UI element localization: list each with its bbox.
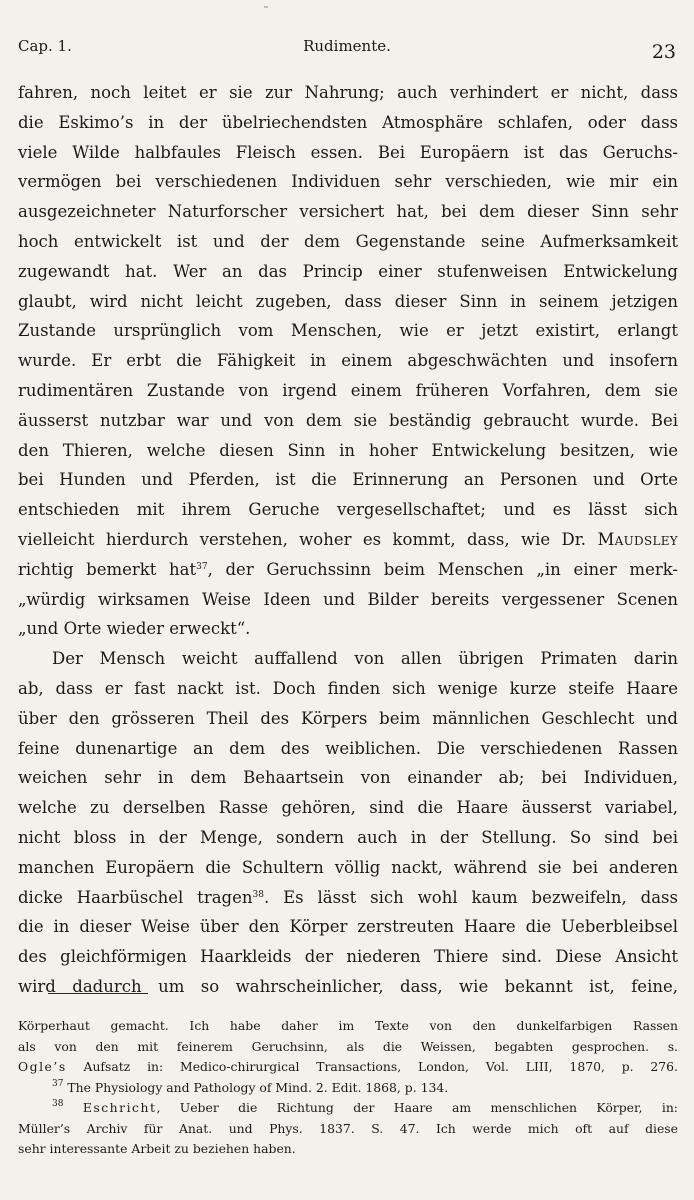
text-line: wurde. Er erbt die Fähigkeit in einem abgeschwächten und insofern bbox=[18, 351, 678, 371]
text-segment: , der Geruchssinn beim Menschen „in einer merk- bbox=[207, 559, 678, 579]
footnote-number: 37 bbox=[52, 1078, 64, 1089]
footnote-divider bbox=[48, 993, 148, 994]
footnote-38 bbox=[18, 1098, 678, 1119]
text-line: ab, dass er fast nackt ist. Doch finden sich wenige kurze steife Haare bbox=[18, 678, 678, 698]
text-line: glaubt, wird nicht leicht zugeben, dass dieser Sinn in seinem jetzigen bbox=[18, 291, 678, 311]
footnote-line: Müller’s Archiv für Anat. und Phys. 1837. S. 47. Ich werde mich oft auf diese bbox=[18, 1120, 678, 1136]
text-line: „und Orte wieder erweckt“. bbox=[18, 619, 251, 639]
text-line: feine dunenartige an dem des weiblichen. Die verschiedenen Rassen bbox=[18, 738, 678, 758]
footnotes bbox=[18, 1016, 678, 1160]
text-line: den Thieren, welche diesen Sinn in hoher Entwickelung besitzen, wie bbox=[18, 440, 678, 460]
text-line: „würdig wirksamen Weise Ideen und Bilder bereits vergessener Scenen bbox=[18, 589, 678, 609]
text-line: vermögen bei verschiedenen Individuen sehr verschieden, wie mir ein bbox=[18, 172, 678, 192]
text-line: welche zu derselben Rasse gehören, sind die Haare äusserst variabel, bbox=[18, 798, 678, 818]
text-line: rudimentären Zustande von irgend einem früheren Vorfahren, dem sie bbox=[18, 380, 678, 400]
running-title: Rudimente. bbox=[303, 37, 391, 55]
text-line bbox=[18, 555, 678, 585]
footnote-37 bbox=[18, 1078, 678, 1099]
footnote-number: 38 bbox=[52, 1099, 64, 1109]
text-line: entschieden mit ihrem Geruche vergesellschaftet; und es lässt sich bbox=[18, 500, 678, 520]
running-header bbox=[18, 33, 676, 63]
text-segment: The Physiology and Pathology of Mind. 2. Edit. 1868, p. 134. bbox=[63, 1079, 449, 1095]
text-segment: vielleicht hierdurch verstehen, woher es kommt, dass, wie Dr. bbox=[18, 529, 587, 549]
text-line: die in dieser Weise über den Körper zerstreuten Haare die Ueberbleibsel bbox=[18, 917, 678, 937]
footnote-line: sehr interessante Arbeit zu beziehen haben. bbox=[18, 1141, 296, 1156]
text-line: zugewandt hat. Wer an das Princip einer stufenweisen Entwickelung bbox=[18, 261, 678, 281]
text-line: manchen Europäern die Schultern völlig nackt, während sie bei anderen bbox=[18, 857, 678, 877]
text-line: wird dadurch um so wahrscheinlicher, dass, wie bekannt ist, feine, bbox=[18, 976, 678, 996]
text-line: weichen sehr in dem Behaartsein von einander ab; bei Individuen, bbox=[18, 768, 678, 788]
text-line: bei Hunden und Pferden, ist die Erinnerung an Personen und Orte bbox=[18, 470, 678, 490]
text-line: fahren, noch leitet er sie zur Nahrung; auch verhindert er nicht, dass bbox=[18, 83, 678, 102]
text-line: nicht bloss in der Menge, sondern auch in der Stellung. So sind bei bbox=[18, 827, 678, 847]
text-line: die Eskimo’s in der übelriechendsten Atmosphäre schlafen, oder dass bbox=[18, 112, 678, 132]
footnote-ref[interactable]: 37 bbox=[196, 561, 208, 572]
footnote-line bbox=[18, 1057, 678, 1078]
text-line: Der Mensch weicht auffallend von allen übrigen Primaten darin bbox=[52, 649, 678, 669]
text-line: über den grösseren Theil des Körpers beim männlichen Geschlecht und bbox=[18, 708, 678, 728]
text-line bbox=[18, 883, 678, 913]
paper-speck bbox=[264, 6, 268, 8]
text-segment: dicke Haarbüschel tragen bbox=[18, 887, 253, 907]
author-name: Ogle’s bbox=[18, 1059, 67, 1074]
main-text bbox=[18, 78, 678, 1002]
text-segment: Aufsatz in: Medico-chirurgical Transactions, London, Vol. LIII, 1870, p. 276. bbox=[66, 1059, 678, 1074]
page-number: 23 bbox=[651, 41, 676, 63]
text-segment: , Ueber die Richtung der Haare am menschlichen Körper, in: bbox=[156, 1100, 678, 1115]
footnote-line: als von den mit feinerem Geruchsinn, als die Weissen, begabten gesprochen. s. bbox=[18, 1038, 678, 1054]
author-name: Eschricht bbox=[82, 1100, 157, 1115]
text-line: ausgezeichneter Naturforscher versichert hat, bei dem dieser Sinn sehr bbox=[18, 202, 678, 222]
text-line: Zustande ursprünglich vom Menschen, wie er jetzt existirt, erlangt bbox=[18, 321, 678, 341]
author-name: Maudsley bbox=[597, 529, 678, 549]
text-segment: . Es lässt sich wohl kaum bezweifeln, dass bbox=[263, 887, 678, 907]
text-line bbox=[18, 525, 678, 555]
text-line: hoch entwickelt ist und der dem Gegenstande seine Aufmerksamkeit bbox=[18, 231, 678, 251]
text-line: äusserst nutzbar war und von dem sie beständig gebraucht wurde. Bei bbox=[18, 410, 678, 430]
footnote-ref[interactable]: 38 bbox=[252, 889, 264, 900]
footnote-line: Körperhaut gemacht. Ich habe daher im Texte von den dunkelfarbigen Rassen bbox=[18, 1018, 678, 1033]
text-line: viele Wilde halbfaules Fleisch essen. Bei Europäern ist das Geruchs- bbox=[18, 142, 678, 162]
chapter-label: Cap. 1. bbox=[18, 37, 72, 55]
text-segment: richtig bemerkt hat bbox=[18, 559, 197, 579]
text-line: des gleichförmigen Haarkleids der niederen Thiere sind. Diese Ansicht bbox=[18, 947, 678, 967]
